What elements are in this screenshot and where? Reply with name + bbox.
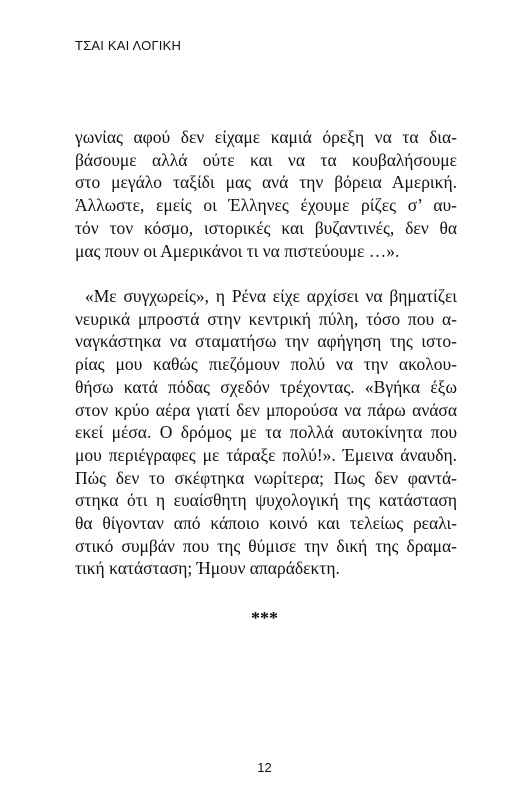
text-line: μας πουν οι Αμερικάνοι τι να πιστεύουμε …». <box>75 240 400 261</box>
text-line: Πώς δεν το σκέφτηκα νωρίτερα; Πως δεν φαντά- <box>75 467 457 488</box>
text-line: νευρικά μπροστά στην κεντρική πύλη, τόσο που α- <box>75 308 457 329</box>
text-line: Άλλωστε, εμείς οι Έλληνες έχουμε ρίζες σ’ αυ- <box>75 195 457 216</box>
scene-break: *** <box>251 608 278 628</box>
text-line: εκεί μέσα. Ο δρόμος με τα πολλά αυτοκίνητα που <box>75 422 457 443</box>
text-line: βάσουμε αλλά ούτε και να τα κουβαλήσουμε <box>75 149 457 170</box>
text-line: στηκα ότι η ευαίσθητη ψυχολογική της κατάσταση <box>75 490 457 511</box>
paragraph-continued <box>75 126 457 262</box>
text-line: τική κατάσταση; Ήμουν απαράδεκτη. <box>75 558 340 579</box>
paragraph-dialogue <box>75 285 457 580</box>
text-line: στικό συμβάν που της θύμισε την δική της δραμα- <box>75 535 457 556</box>
text-line: μου περιέγραφες με τάραξε πολύ!». Έμεινα άναυδη. <box>75 444 457 465</box>
text-line: γωνίας αφού δεν είχαμε καμιά όρεξη να τα δια- <box>75 127 457 147</box>
text-line: θα θίγονταν από κάποιο κοινό και τελείως ρεαλι- <box>75 513 457 534</box>
text-line: τόν τον κόσμο, ιστορικές και βυζαντινές, δεν θα <box>75 217 457 238</box>
text-line: στον κρύο αέρα γιατί δεν μπορούσα να πάρω ανάσα <box>75 399 457 420</box>
text-line: ναγκάστηκα να σταματήσω την αφήγηση της ιστο- <box>75 331 457 352</box>
page-number: 12 <box>257 760 272 775</box>
running-header: ΤΣΑΙ ΚΑΙ ΛΟΓΙΚΗ <box>75 38 182 53</box>
text-line: στο μεγάλο ταξίδι μας ανά την βόρεια Αμερική. <box>75 172 457 193</box>
text-line: «Με συγχωρείς», η Ρένα είχε αρχίσει να βηματίζει <box>85 286 457 306</box>
text-line: ρίας μου καθώς πιεζόμουν πολύ να την ακολου- <box>75 354 457 375</box>
text-line: θήσω κατά πόδας σχεδόν τρέχοντας. «Βγήκα έξω <box>75 376 457 397</box>
